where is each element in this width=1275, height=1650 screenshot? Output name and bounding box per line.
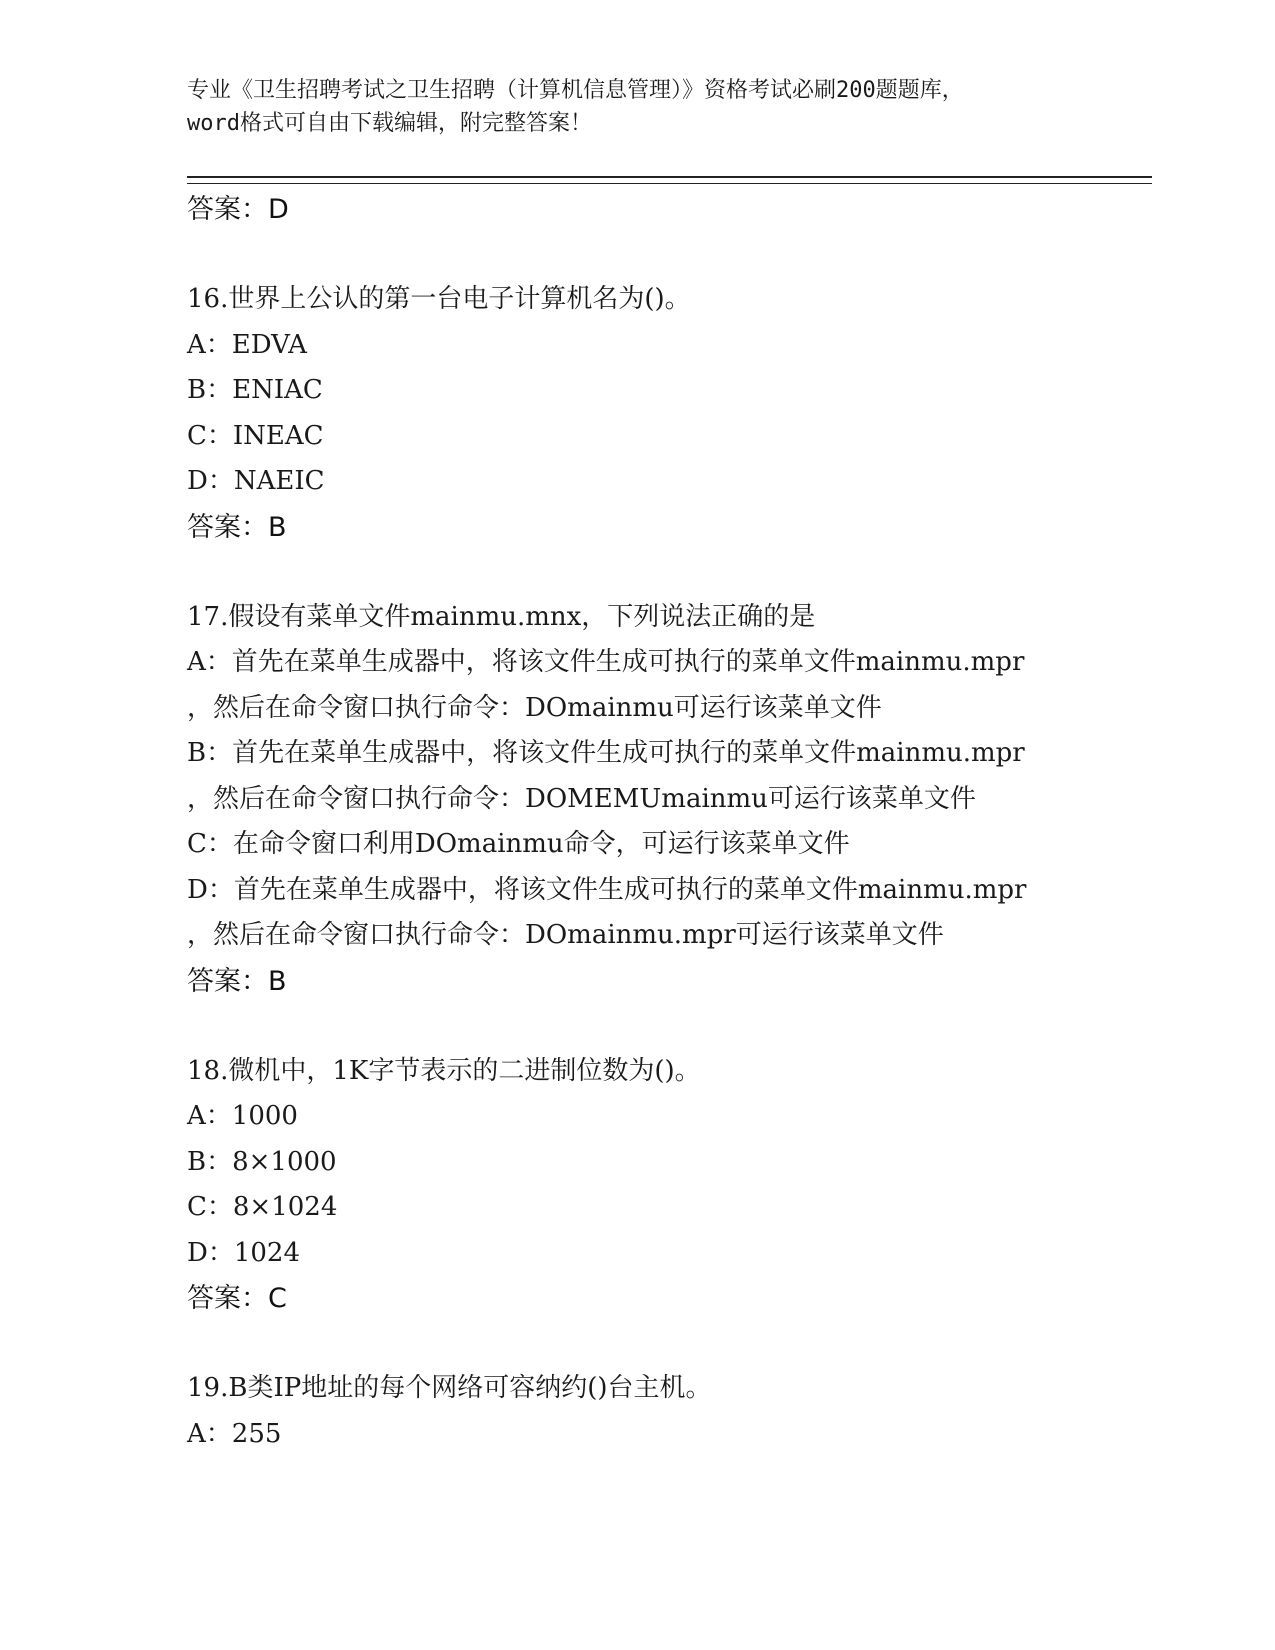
question-list [187, 187, 1147, 1457]
option-a: A：1000 [187, 1101, 298, 1131]
option-d: D：首先在菜单生成器中，将该文件生成可执行的菜单文件mainmu.mpr [187, 874, 1027, 905]
option-b: B：首先在菜单生成器中，将该文件生成可执行的菜单文件mainmu.mpr [187, 738, 1025, 768]
header-divider-thin [187, 183, 1152, 184]
option-a-continued: ，然后在命令窗口执行命令：DOmainmu可运行该菜单文件 [187, 692, 882, 723]
spacer [187, 1005, 1147, 1049]
option-d-continued: ，然后在命令窗口执行命令：DOmainmu.mpr可运行该菜单文件 [187, 920, 944, 950]
header-divider-thick [187, 176, 1152, 178]
question-stem: 18.微机中，1K字节表示的二进制位数为()。 [187, 1055, 701, 1086]
question-16 [187, 277, 1147, 551]
answer-line: 答案：C [187, 1283, 287, 1314]
answer-line: 答案：D [187, 194, 289, 225]
option-c: C：INEAC [187, 420, 324, 451]
option-c: C：8×1024 [187, 1192, 338, 1222]
page-header [187, 74, 1087, 140]
option-b: B：8×1000 [187, 1146, 337, 1177]
option-a: A：首先在菜单生成器中，将该文件生成可执行的菜单文件mainmu.mpr [187, 647, 1025, 677]
answer-line: 答案：B [187, 511, 287, 543]
option-a: A：EDVA [187, 329, 307, 360]
answer-line: 答案：B [187, 965, 287, 997]
option-b-continued: ，然后在命令窗口执行命令：DOMEMUmainmu可运行该菜单文件 [187, 783, 976, 814]
question-18 [187, 1049, 1147, 1323]
question-stem: 17.假设有菜单文件mainmu.mnx，下列说法正确的是 [187, 601, 816, 632]
header-title-line-1: 专业《卫生招聘考试之卫生招聘（计算机信息管理）》资格考试必刷200题题库， [187, 78, 964, 103]
question-19 [187, 1366, 1147, 1457]
spacer [187, 233, 1147, 277]
option-d: D：NAEIC [187, 466, 325, 496]
question-17 [187, 595, 1147, 1005]
option-b: B：ENIAC [187, 375, 323, 405]
option-c: C：在命令窗口利用DOmainmu命令，可运行该菜单文件 [187, 829, 850, 859]
spacer [187, 551, 1147, 595]
question-stem: 16.世界上公认的第一台电子计算机名为()。 [187, 284, 691, 314]
question-stem: 19.B类IP地址的每个网络可容纳约()台主机。 [187, 1373, 712, 1403]
option-d: D：1024 [187, 1237, 301, 1268]
option-a: A：255 [187, 1418, 282, 1449]
header-title-line-2: word格式可自由下载编辑，附完整答案！ [187, 111, 592, 136]
spacer [187, 1322, 1147, 1366]
